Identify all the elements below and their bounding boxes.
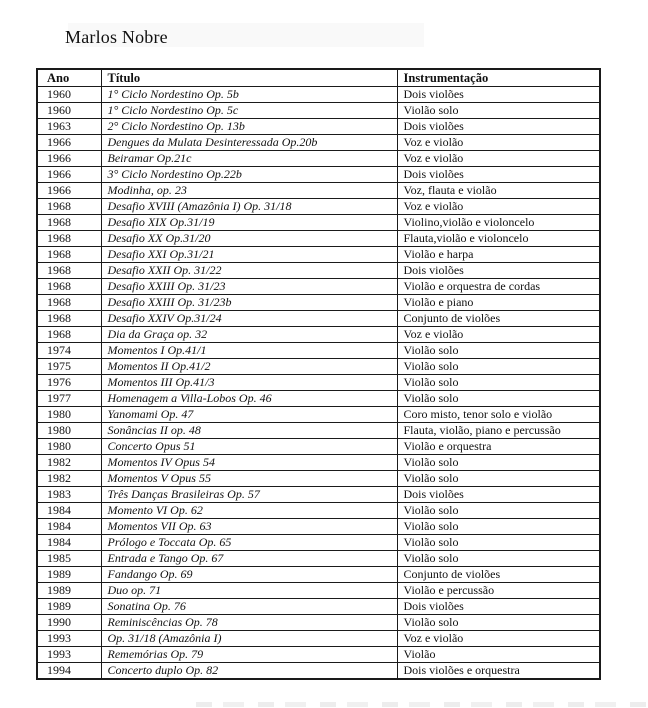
- title-cell: Duo op. 71: [101, 583, 397, 599]
- instrumentation-cell: Violão e orquestra de cordas: [397, 279, 600, 295]
- instrumentation-cell: Voz e violão: [397, 327, 600, 343]
- instrumentation-cell: Dois violões: [397, 119, 600, 135]
- year-cell: 1993: [37, 631, 101, 647]
- table-row: [37, 295, 600, 311]
- title-cell: Momentos IV Opus 54: [101, 455, 397, 471]
- table-row: [37, 343, 600, 359]
- instrumentation-cell: Flauta,violão e violoncelo: [397, 231, 600, 247]
- title-cell: Sonatina Op. 76: [101, 599, 397, 615]
- table-row: [37, 247, 600, 263]
- table-header-row: [37, 69, 600, 87]
- table-row: [37, 487, 600, 503]
- column-header-title: Título: [101, 69, 397, 87]
- title-cell: Beiramar Op.21c: [101, 151, 397, 167]
- title-cell: Momentos V Opus 55: [101, 471, 397, 487]
- instrumentation-cell: Conjunto de violões: [397, 311, 600, 327]
- year-cell: 1966: [37, 167, 101, 183]
- table-row: [37, 167, 600, 183]
- year-cell: 1968: [37, 231, 101, 247]
- table-row: [37, 199, 600, 215]
- table-row: [37, 327, 600, 343]
- instrumentation-cell: Violão solo: [397, 391, 600, 407]
- title-cell: Concerto duplo Op. 82: [101, 663, 397, 680]
- instrumentation-cell: Dois violões: [397, 263, 600, 279]
- table-row: [37, 407, 600, 423]
- year-cell: 1985: [37, 551, 101, 567]
- table-row: [37, 503, 600, 519]
- table-row: [37, 471, 600, 487]
- table-row: [37, 647, 600, 663]
- instrumentation-cell: Dois violões: [397, 599, 600, 615]
- year-cell: 1982: [37, 455, 101, 471]
- title-cell: Modinha, op. 23: [101, 183, 397, 199]
- year-cell: 1993: [37, 647, 101, 663]
- instrumentation-cell: Violão e orquestra: [397, 439, 600, 455]
- title-cell: Dengues da Mulata Desinteressada Op.20b: [101, 135, 397, 151]
- table-row: [37, 615, 600, 631]
- table-row: [37, 455, 600, 471]
- table-row: [37, 151, 600, 167]
- year-cell: 1989: [37, 567, 101, 583]
- table-row: [37, 663, 600, 680]
- instrumentation-cell: Dois violões: [397, 87, 600, 103]
- table-row: [37, 279, 600, 295]
- instrumentation-cell: Voz e violão: [397, 135, 600, 151]
- table-row: [37, 423, 600, 439]
- year-cell: 1994: [37, 663, 101, 680]
- title-cell: Desafio XXIII Op. 31/23: [101, 279, 397, 295]
- year-cell: 1980: [37, 423, 101, 439]
- year-cell: 1968: [37, 311, 101, 327]
- title-cell: Fandango Op. 69: [101, 567, 397, 583]
- instrumentation-cell: Dois violões: [397, 167, 600, 183]
- table-row: [37, 375, 600, 391]
- instrumentation-cell: Violão e percussão: [397, 583, 600, 599]
- title-cell: 3° Ciclo Nordestino Op.22b: [101, 167, 397, 183]
- instrumentation-cell: Voz, flauta e violão: [397, 183, 600, 199]
- instrumentation-cell: Violão solo: [397, 551, 600, 567]
- year-cell: 1983: [37, 487, 101, 503]
- instrumentation-cell: Violão solo: [397, 615, 600, 631]
- year-cell: 1989: [37, 583, 101, 599]
- year-cell: 1968: [37, 295, 101, 311]
- table-row: [37, 119, 600, 135]
- year-cell: 1966: [37, 183, 101, 199]
- year-cell: 1982: [37, 471, 101, 487]
- title-cell: Homenagem a Villa-Lobos Op. 46: [101, 391, 397, 407]
- title-cell: 1° Ciclo Nordestino Op. 5b: [101, 87, 397, 103]
- table-row: [37, 183, 600, 199]
- title-cell: Momento VI Op. 62: [101, 503, 397, 519]
- year-cell: 1960: [37, 87, 101, 103]
- table-row: [37, 263, 600, 279]
- table-row: [37, 535, 600, 551]
- instrumentation-cell: Coro misto, tenor solo e violão: [397, 407, 600, 423]
- title-cell: Desafio XXIV Op.31/24: [101, 311, 397, 327]
- year-cell: 1989: [37, 599, 101, 615]
- table-row: [37, 87, 600, 103]
- year-cell: 1968: [37, 263, 101, 279]
- title-cell: 1° Ciclo Nordestino Op. 5c: [101, 103, 397, 119]
- instrumentation-cell: Violão: [397, 647, 600, 663]
- title-cell: Yanomami Op. 47: [101, 407, 397, 423]
- title-cell: Sonâncias II op. 48: [101, 423, 397, 439]
- year-cell: 1960: [37, 103, 101, 119]
- year-cell: 1968: [37, 279, 101, 295]
- title-cell: Rememórias Op. 79: [101, 647, 397, 663]
- year-cell: 1984: [37, 503, 101, 519]
- year-cell: 1966: [37, 135, 101, 151]
- instrumentation-cell: Conjunto de violões: [397, 567, 600, 583]
- title-cell: Três Danças Brasileiras Op. 57: [101, 487, 397, 503]
- instrumentation-cell: Violão e piano: [397, 295, 600, 311]
- instrumentation-cell: Violão solo: [397, 535, 600, 551]
- instrumentation-cell: Violão solo: [397, 503, 600, 519]
- title-cell: Desafio XX Op.31/20: [101, 231, 397, 247]
- table-row: [37, 583, 600, 599]
- table-row: [37, 439, 600, 455]
- table-row: [37, 231, 600, 247]
- instrumentation-cell: Violão solo: [397, 471, 600, 487]
- year-cell: 1976: [37, 375, 101, 391]
- title-cell: Prólogo e Toccata Op. 65: [101, 535, 397, 551]
- title-cell: Desafio XXIII Op. 31/23b: [101, 295, 397, 311]
- instrumentation-cell: Voz e violão: [397, 151, 600, 167]
- year-cell: 1968: [37, 327, 101, 343]
- table-body: [37, 87, 600, 680]
- instrumentation-cell: Violino,violão e violoncelo: [397, 215, 600, 231]
- title-cell: Momentos III Op.41/3: [101, 375, 397, 391]
- title-cell: Desafio XXI Op.31/21: [101, 247, 397, 263]
- year-cell: 1963: [37, 119, 101, 135]
- year-cell: 1980: [37, 407, 101, 423]
- instrumentation-cell: Violão solo: [397, 103, 600, 119]
- title-cell: Momentos II Op.41/2: [101, 359, 397, 375]
- title-cell: Desafio XIX Op.31/19: [101, 215, 397, 231]
- works-table: [36, 68, 601, 680]
- column-header-year: Ano: [37, 69, 101, 87]
- year-cell: 1984: [37, 519, 101, 535]
- table-row: [37, 631, 600, 647]
- title-cell: 2° Ciclo Nordestino Op. 13b: [101, 119, 397, 135]
- instrumentation-cell: Violão solo: [397, 343, 600, 359]
- table-row: [37, 103, 600, 119]
- title-cell: Op. 31/18 (Amazônia I): [101, 631, 397, 647]
- column-header-instrumentation: Instrumentação: [397, 69, 600, 87]
- instrumentation-cell: Flauta, violão, piano e percussão: [397, 423, 600, 439]
- cutoff-text-artifact: [196, 702, 646, 707]
- table-row: [37, 135, 600, 151]
- instrumentation-cell: Voz e violão: [397, 631, 600, 647]
- year-cell: 1966: [37, 151, 101, 167]
- instrumentation-cell: Violão solo: [397, 455, 600, 471]
- title-cell: Concerto Opus 51: [101, 439, 397, 455]
- table-row: [37, 391, 600, 407]
- year-cell: 1980: [37, 439, 101, 455]
- year-cell: 1968: [37, 247, 101, 263]
- table-row: [37, 519, 600, 535]
- instrumentation-cell: Violão solo: [397, 375, 600, 391]
- title-cell: Momentos I Op.41/1: [101, 343, 397, 359]
- title-cell: Desafio XXII Op. 31/22: [101, 263, 397, 279]
- title-cell: Dia da Graça op. 32: [101, 327, 397, 343]
- document-title: Marlos Nobre: [65, 27, 168, 47]
- year-cell: 1990: [37, 615, 101, 631]
- instrumentation-cell: Voz e violão: [397, 199, 600, 215]
- title-cell: Momentos VII Op. 63: [101, 519, 397, 535]
- table-row: [37, 311, 600, 327]
- instrumentation-cell: Dois violões: [397, 487, 600, 503]
- instrumentation-cell: Violão e harpa: [397, 247, 600, 263]
- year-cell: 1975: [37, 359, 101, 375]
- table-row: [37, 359, 600, 375]
- table-row: [37, 599, 600, 615]
- table-row: [37, 567, 600, 583]
- year-cell: 1968: [37, 215, 101, 231]
- title-cell: Reminiscências Op. 78: [101, 615, 397, 631]
- year-cell: 1974: [37, 343, 101, 359]
- year-cell: 1977: [37, 391, 101, 407]
- table-row: [37, 215, 600, 231]
- table-row: [37, 551, 600, 567]
- instrumentation-cell: Violão solo: [397, 519, 600, 535]
- instrumentation-cell: Violão solo: [397, 359, 600, 375]
- title-cell: Entrada e Tango Op. 67: [101, 551, 397, 567]
- instrumentation-cell: Dois violões e orquestra: [397, 663, 600, 680]
- year-cell: 1984: [37, 535, 101, 551]
- year-cell: 1968: [37, 199, 101, 215]
- title-cell: Desafio XVIII (Amazônia I) Op. 31/18: [101, 199, 397, 215]
